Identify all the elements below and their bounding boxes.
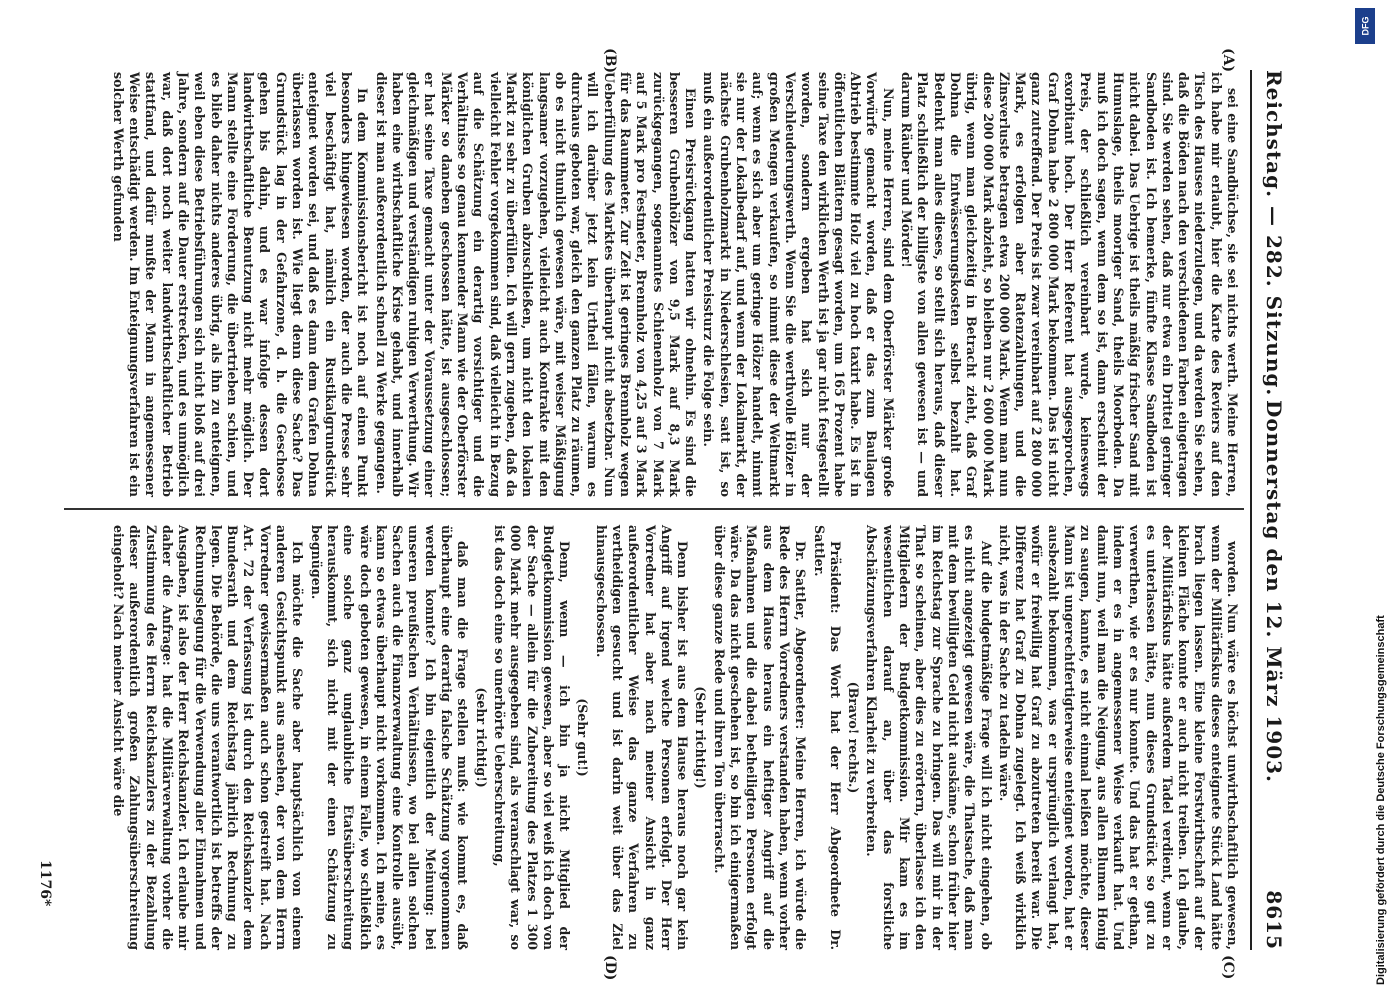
paragraph: Denn, wenn — ich bin ja nicht Mitglied der Budgetkommission gewesen, aber so viel weiß ich doch von der Sache — allein für die Zubereitung des Platzes 1 300 000 Mark mehr ausgegeben sind, als veranschlagt war, so ist das doch eine so unerhörte Ueberschreitung, — [491, 525, 573, 950]
header-left: Reichstag. — 282. Sitzung. — [1262, 70, 1286, 397]
paragraph: Nun, meine Herren, sind dem Oberförster Märker große Vorwürfe gemacht worden, daß er das zum Baulagen Abtrieb bestimmte Holz viel zu hoch taxirt habe. Es ist in öffentlichen Blättern gesagt worden, um 165 Prozent habe seine Taxe den wirklichen Werth ist ja gar nicht festgestellt worden, sondern ergeben hat sich nur der Verschleuderungswerth. Wenn Sie die werthvolle Hölzer in großen Mengen verkaufen, so nimmt diese der Weltmarkt auf; wenn es sich aber um geringe Hölzer handelt, nimmt sie nur der Lokalbedarf auf, und wenn der Lokalmarkt, der nächste Grubenholzmarkt in Niederschlesien, satt ist, so muß ein außerordentlicher Preissturz die Folge sein. — [701, 72, 896, 497]
paragraph: Denn bisher ist aus dem Hause heraus noch gar kein Angriff auf irgend welche Personen erfolgt. Der Herr Vorredner hat aber nach meiner Ansicht in ganz außerordentlicher Weise das ganze Verfahren zu vertheidigen gesucht und ist darin weit über das Ziel hinausgeschossen. — [593, 525, 691, 950]
paragraph: Einen Preisrückgang hatten wir ohnehin. Es sind die besseren Grubenhölzer von 9,5 Mark auf 8,3 Mark zurückgegangen, sogenanntes Schienenholz von 7 Mark auf 5 Mark pro Festmeter, Brennholz von 4,25 auf 3 Mark für das Raummeter. Zur Zeit ist geringes Brennholz wegen Ueberfüllung des Marktes überhaupt nicht absetzbar. Nun will ich darüber jetzt kein Urtheil fällen, warum es durchaus geboten war, gleich den ganzen Platz zu räumen, ob es nicht thunlich gewesen wäre, mit weiser Mäßigung langsamer vorzugehen, vielleicht auch Kontrakte mit den königlichen Gruben abzuschließen, um nicht den lokalen Markt zu sehr zu überfüllen. Ich will gern zugeben, daß da vielleicht Fehler vorgekommen sind, daß vielleicht in Bezug auf die Schätzung ein derartig vorsichtiger und die Verhältnisse so genau kennender Mann wie der Oberförster Märker so daneben geschossen hätte, ist ausgeschlossen; er hat seine Taxe gemacht unter der Voraussetzung einer gleichmäßigen und verständigen ruhigen Verwerthung. Wir haben eine wirthschaftliche Krise gehabt, und innerhalb dieser ist man außerordentlich schnell zu Werke gegangen. — [373, 72, 699, 497]
margin-mark-c: (C) — [1220, 955, 1236, 980]
margin-mark-b: (B) — [602, 48, 618, 74]
page-number: 8615 — [1262, 890, 1286, 950]
paragraph: sei eine Sandbüchse, sie sei nichts werth. Meine Herren, ich habe mir erlaubt, hier die Karte des Reviers auf den Tisch des Hauses niederzulegen, und da werden Sie sehen, daß die Böden nach den verschiedenen Farben eingetragen sind. Sie werden sehen, daß nur etwa ein Drittel geringer Sandboden ist. Ich bemerke, fünfte Klasse Sandboden ist nicht dabei. Das Uebrige ist theils mäßig frischer Sand mit Humuslage, theils mooriger Sand, theils Moorboden. Da muß ich doch sagen, wenn dem so ist, dann erscheint der Preis, der schließlich vereinbart wurde, keineswegs exorbitant hoch. Der Herr Referent hat ausgesprochen, Graf Dohna habe 2 800 000 Mark bekommen. Das ist nicht ganz zutreffend. Der Preis ist zwar vereinbart auf 2 800 000 Mark, es erfolgen aber Ratenzahlungen, und die Zinsverluste betragen etwa 200 000 Mark. Wenn man nun diese 200 000 Mark abzieht, so bleiben nur 2 600 000 Mark übrig, wenn man gleichzeitig in Betracht zieht, daß Graf Dohna die Entwässerungskosten selbst bezahlt hat. Bedenkt man alles dieses, so stellt sich heraus, daß dieser Platz schließlich der billigste von allen gewesen ist — und darum Räuber und Mörder! — [899, 72, 1240, 497]
page-header — [1254, 70, 1294, 950]
paragraph: Präsident: Das Wort hat der Herr Abgeordnete Dr. Sattler. — [811, 525, 843, 950]
left-column — [108, 72, 1240, 497]
margin-mark-a: (A) — [1220, 48, 1236, 73]
paragraph: Auf die budgetmäßige Frage will ich nicht eingehen, ob es nicht angezeigt gewesen wäre, die Thatsache, daß man mit dem bewilligten Geld nicht auskäme, schon früher hier im Reichstag zur Sprache zu bringen. Das will mir in der That so scheinen, aber dies zu erörtern, überlasse ich den Mitgliedern der Budgetkommission. Mir kam es im wesentlichen darauf an, über das forstliche Abschätzungsverfahren Klarheit zu verbreiten. — [864, 525, 994, 950]
paragraph: daß man die Frage stellen muß: wie kommt es, daß überhaupt eine derartig falsche Schätzung vorgenommen werden konnte? Ich bin eigentlich der Meinung: bei unseren preußischen Verhältnissen, wo bei allen solchen Sachen auch die Finanzverwaltung eine Kontrolle ausübt, kann so etwas überhaupt nicht vorkommen. Ich meine, es wäre doch geboten gewesen, in einem Falle, wo schließlich eine solche ganz unglaubliche Etatsüberschreitung herauskommt, sich nicht mit der einen Schätzung zu begnügen. — [308, 525, 471, 950]
paragraph: Ich möchte die Sache aber hauptsächlich von einem anderen Gesichtspunkt aus ansehen, der von dem Herrn Vorredner gewissermaßen auch schon gestreift hat. Nach Art. 72 der Verfassung ist durch den Reichskanzler dem Bundesrath und dem Reichstag jährlich Rechnung zu legen. Die Behörde, die uns verantwortlich ist betreffs der Rechnungslegung für die Verwendung aller Einnahmen und Ausgaben, ist also der Herr Reichskanzler. Ich erlaube mir daher die Anfrage: hat die Militärverwaltung vorher die Zustimmung des Herrn Reichskanzlers zu der Bezahlung dieser außerordentlich großen Zahlungsüberschreitung eingeholt? Nach meiner Ansicht wäre die — [111, 525, 306, 950]
paragraph: worden. Nun wäre es höchst unwirthschaftlich gewesen, wenn der Militärfiskus dieses enteignete Stück Land hätte brach liegen lassen. Eine kleine Forstwirthschaft auf der kleinen Fläche konnte er auch nicht treiben. Ich glaube, der Militärfiskus hätte außerdem Tadel verdient, wenn er es unterlassen hätte, nun dieses Grundstück so gut zu verwerthen, wie er es nur konnte. Und das hat er gethan, indem er es in angemessener Weise verkauft hat. Und damit nun, weil man die Neigung, aus allen Blumen Honig zu saugen, kannte, es nicht einmal heißen möchte, dieser Mann ist ungerechtfertigterweise enteignet worden, hat er ausbezahlt bekommen, was er ursprünglich verlangt hat, wofür er freiwillig hat Graf zu abzutreten bereit war. Die Differenz hat Graf zu Dohna zugelegt. Ich weiß wirklich nicht, was in der Sache zu tadeln wäre. — [996, 525, 1240, 950]
interjection: (Sehr gut!) — [575, 698, 591, 777]
right-column — [108, 525, 1240, 950]
paragraph: Dr. Sattler, Abgeordneter: Meine Herren, ich würde die Rede des Herrn Vorredners verstanden haben, wenn vorher aus dem Hause heraus ein heftiger Angriff auf die Maßnahmen und die dabei betheiligten Personen erfolgt wäre. Da das nicht geschehen ist, so bin ich einigermaßen über diese ganze Rede und ihren Ton überrascht. — [711, 525, 809, 950]
header-rule — [1250, 70, 1252, 950]
margin-mark-d: (D) — [602, 955, 618, 981]
digitization-credit: Digitalisierung gefördert durch die Deutsche Forschungsgemeinschaft — [1375, 615, 1387, 985]
header-date: Donnerstag den 12. März 1903. — [1262, 400, 1286, 783]
dfg-logo-text: DFG — [1360, 16, 1370, 36]
digitization-sidebar — [1351, 0, 1387, 1000]
column-divider — [64, 508, 1244, 510]
dfg-logo — [1355, 8, 1375, 44]
interjection: (Sehr richtig!) — [693, 686, 709, 789]
paragraph: In dem Kommissionsbericht ist noch auf einen Punkt besonders hingewiesen worden, der auch die Presse sehr viel beschäftigt hat, nämlich ein Rustikalgrundstück enteignet worden sei, und daß es dann dem Grafen Dohna überlassen worden ist. Wie liegt denn diese Sache? Das Grundstück lag in der Gefahrzone, d. h. die Geschosse gehen bis dahin, und es war infolge dessen dort landwirthschaftliche Benutzung nicht mehr möglich. Der Mann stellte eine Forderung, die übertrieben schien, und es blieb daher nichts anderes übrig, als ihn zu enteignen, weil eben diese Betriebsführungen sich nicht bloß auf drei Jahre, sondern auf die Dauer erstrecken, und es unmöglich war, daß dort noch weiter landwirthschaftlicher Betrieb stattfand, und dafür mußte der Mann in angemessener Weise entschädigt werden. Im Enteignungsverfahren ist ein solcher Werth gefunden — [110, 72, 371, 497]
interjection: (Bravo! rechts.) — [846, 681, 862, 794]
interjection: (sehr richtig!) — [473, 687, 489, 788]
signature-mark: 1176* — [37, 860, 53, 907]
